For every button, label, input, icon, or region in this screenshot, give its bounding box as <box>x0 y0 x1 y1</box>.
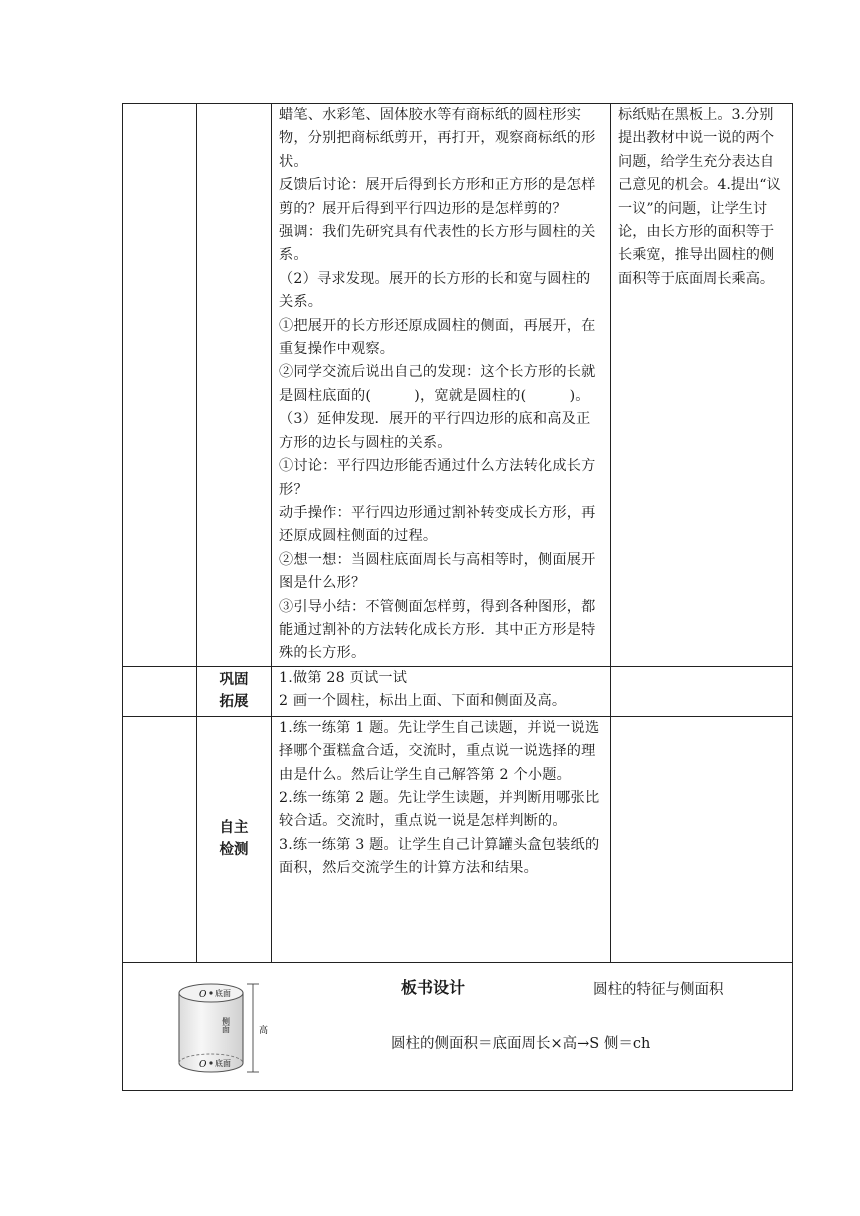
activity-paragraph: 动手操作：平行四边形通过割补转变成长方形，再还原成圆柱侧面的过程。 <box>279 504 596 545</box>
board-design-row <box>123 962 793 1090</box>
selfcheck-content-cell <box>272 716 611 962</box>
activity-paragraph: （2）寻求发现。展开的长方形的长和宽与圆柱的关系。 <box>279 270 591 311</box>
consolidate-text <box>272 667 610 714</box>
side-face-label: 侧面 <box>221 1016 231 1033</box>
consolidate-content-cell <box>272 666 611 716</box>
lesson-plan-table <box>122 103 793 1091</box>
board-title: 板书设计 <box>401 977 466 997</box>
consolidate-line: 2 画一个圆柱，标出上面、下面和侧面及高。 <box>279 693 567 710</box>
activity-paragraph: ③引导小结：不管侧面怎样剪，得到各种图形，都能通过割补的方法转化成长方形．其中正方形是特殊的长方形。 <box>279 598 596 662</box>
consolidate-label: 巩固 拓展 <box>219 672 249 711</box>
teaching-activity-cell <box>272 104 611 667</box>
selfcheck-line: 2.练一练第 2 题。先让学生读题，并判断用哪张比较合适。交流时，重点说一说是怎样判断的。 <box>279 789 600 830</box>
selfcheck-line: 3.练一练第 3 题。让学生自己计算罐头盒包装纸的面积，然后交流学生的计算方法和结果。 <box>279 836 600 877</box>
height-label: 高 <box>259 1025 269 1036</box>
cylinder-body <box>179 993 243 1072</box>
process-row <box>123 104 793 667</box>
activity-paragraph: ②同学交流后说出自己的发现：这个长方形的长就是圆柱底面的( )，宽就是圆柱的( )。 <box>279 364 596 404</box>
activity-paragraph: 蜡笔、水彩笔、固体胶水等有商标纸的圆柱形实物，分别把商标纸剪开，再打开，观察商标纸的形状。 <box>279 107 596 170</box>
section-column-cell <box>123 666 197 716</box>
activity-paragraph: （3）延伸发现．展开的平行四边形的底和高及正方形的边长与圆柱的关系。 <box>279 411 591 451</box>
section-column-cell <box>123 716 197 962</box>
selfcheck-note-cell <box>611 716 793 962</box>
activity-paragraph: ②想一想：当圆柱底面周长与高相等时，侧面展开图是什么形？ <box>279 551 596 592</box>
selfcheck-line: 1.练一练第 1 题。先让学生自己读题，并说一说选择哪个蛋糕盒合适，交流时，重点说一说选择的理由是什么。然后让学生自己解答第 2 个小题。 <box>279 719 600 783</box>
section-column-cell <box>123 104 197 667</box>
top-center-label: O <box>199 989 207 1000</box>
top-center-point <box>209 991 212 994</box>
activity-paragraph: 反馈后讨论：展开后得到长方形和正方形的是怎样剪的？展开后得到平行四边形的是怎样剪的？ <box>279 177 596 217</box>
selfcheck-row <box>123 716 793 962</box>
teaching-activity-text <box>272 104 610 666</box>
board-design-cell <box>123 962 793 1090</box>
cylinder-diagram <box>169 981 279 1081</box>
design-intent-text: 标纸贴在黑板上。3.分别提出教材中说一说的两个问题，给学生充分表达自己意见的机会。4.提出“议一议”的问题，让学生讨论，由长方形的面积等于长乘宽，推导出圆柱的侧面积等于底面周长乘高。 <box>618 107 781 287</box>
board-design <box>123 963 789 1090</box>
bottom-face-label: 底面 <box>215 1058 231 1068</box>
selfcheck-label-cell <box>197 716 272 962</box>
activity-paragraph: ①讨论：平行四边形能否通过什么方法转化成长方形？ <box>279 458 596 498</box>
design-intent-cell <box>611 104 793 667</box>
consolidate-line: 1.做第 28 页试一试 <box>279 669 408 686</box>
consolidate-label-cell <box>197 666 272 716</box>
consolidate-row <box>123 666 793 716</box>
board-formula: 圆柱的侧面积＝底面周长×高→S 侧＝ch <box>391 1035 651 1052</box>
bottom-center-point <box>209 1061 212 1064</box>
consolidate-note-cell <box>611 666 793 716</box>
activity-paragraph: ①把展开的长方形还原成圆柱的侧面，再展开，在重复操作中观察。 <box>279 317 596 358</box>
selfcheck-text <box>272 717 610 881</box>
stage-label-cell <box>197 104 272 667</box>
bottom-center-label: O <box>199 1059 207 1070</box>
selfcheck-label: 自主 检测 <box>219 820 249 859</box>
board-subtitle: 圆柱的特征与侧面积 <box>593 981 724 998</box>
activity-paragraph: 强调：我们先研究具有代表性的长方形与圆柱的关系。 <box>279 224 596 264</box>
top-face-label: 底面 <box>215 988 231 998</box>
